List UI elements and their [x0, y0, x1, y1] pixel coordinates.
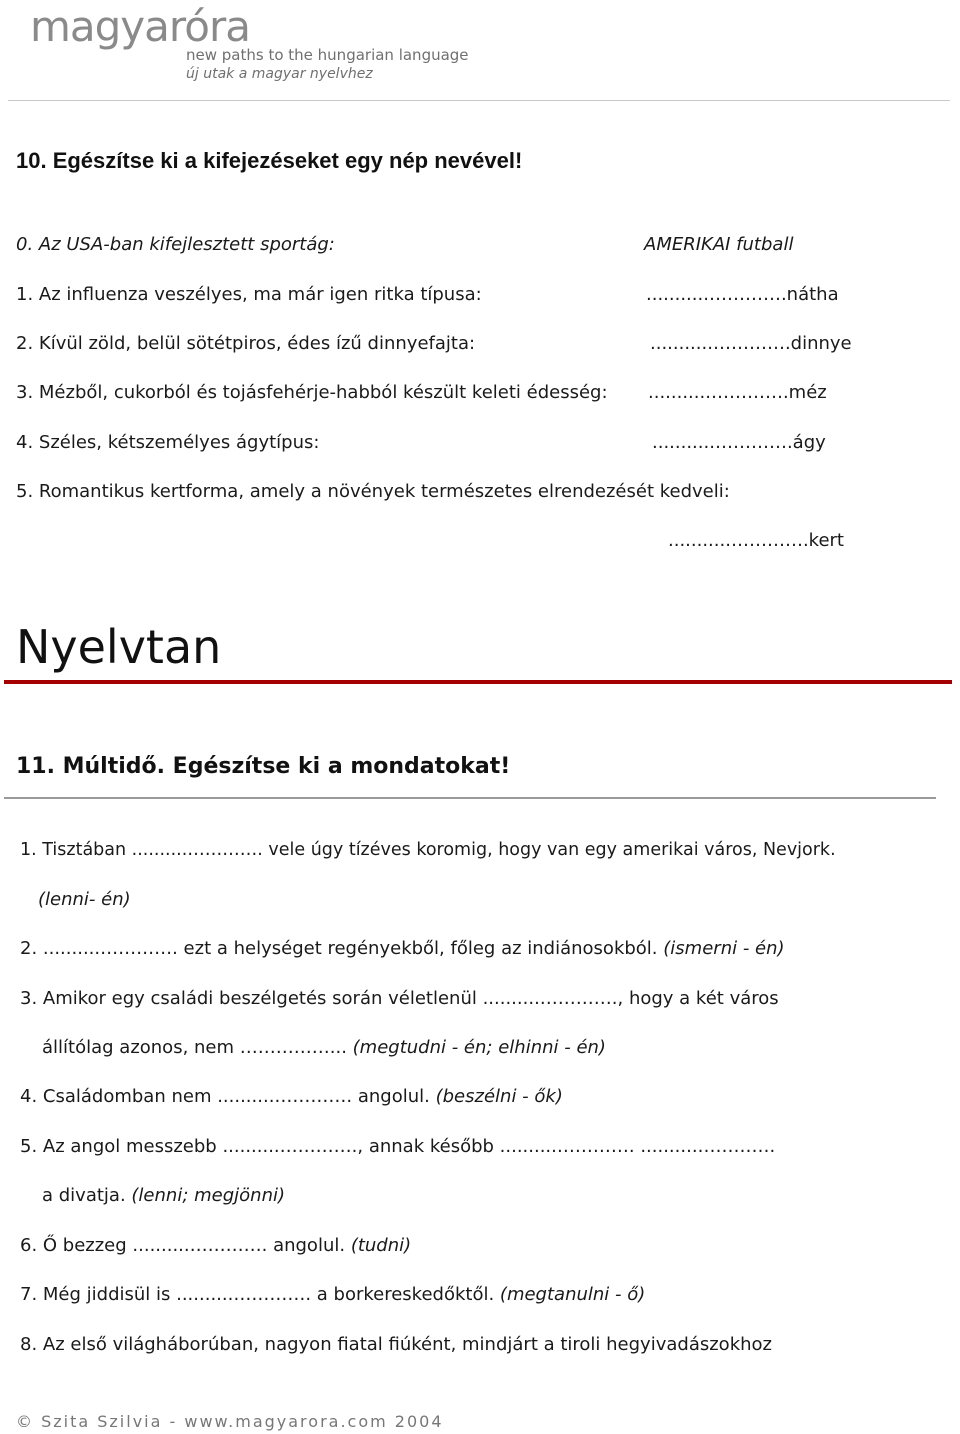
line-hint: (megtudni - én; elhinni - én): [352, 1037, 606, 1058]
line-text: 7. Még jiddisül is ..........…………. a borkereskedőktől.: [20, 1284, 495, 1305]
exercise-11-line-8: [20, 1334, 772, 1355]
logo: magyaróra: [30, 2, 250, 51]
line-text: 5. Az angol messzebb ..........…………., annak később ..........…………. ..........………….: [20, 1136, 776, 1157]
exercise-10-item-0-prompt: 0. Az USA-ban kifejlesztett sportág:: [16, 234, 335, 255]
exercise-10-item-3-answer: ...........………….méz: [648, 382, 827, 403]
exercise-11-line-5b: [42, 1185, 285, 1206]
exercise-10-item-2-prompt: 2. Kívül zöld, belül sötétpiros, édes ízű dinnyefajta:: [16, 333, 476, 354]
exercise-11-line-1-hint: (lenni- én): [38, 889, 131, 910]
exercise-10-item-2-answer: ...........………….dinnye: [650, 333, 852, 354]
exercise-11-divider: [4, 797, 936, 799]
line-text: 6. Ő bezzeg ..........…………. angolul.: [20, 1235, 346, 1256]
section-divider: [4, 680, 952, 684]
exercise-10-item-1-prompt: 1. Az influenza veszélyes, ma már igen ritka típusa:: [16, 284, 482, 305]
line-text: állítólag azonos, nem ……………...: [42, 1037, 353, 1058]
exercise-11-line-7: [20, 1284, 645, 1305]
logo-tagline-en: new paths to the hungarian language: [186, 46, 469, 64]
line-hint: (beszélni - ők): [435, 1086, 563, 1107]
exercise-11-line-3b: [42, 1037, 606, 1058]
footer-copyright: © Szita Szilvia - www.magyarora.com 2004: [16, 1412, 444, 1431]
exercise-10-heading: 10. Egészítse ki a kifejezéseket egy nép nevével!: [16, 148, 523, 173]
exercise-10-item-4-answer: ...........………….ágy: [652, 432, 826, 453]
line-hint: (megtanulni - ő): [499, 1284, 646, 1305]
exercise-11-line-4: [20, 1086, 563, 1107]
line-hint: (lenni; megjönni): [131, 1185, 285, 1206]
exercise-11-heading: 11. Múltidő. Egészítse ki a mondatokat!: [16, 754, 511, 779]
exercise-11-line-5: [20, 1136, 775, 1157]
exercise-10-item-5-prompt: 5. Romantikus kertforma, amely a növények természetes elrendezését kedveli:: [16, 481, 730, 502]
line-text: 8. Az első világháborúban, nagyon fiatal fiúként, mindjárt a tiroli hegyivadászokhoz: [20, 1334, 772, 1355]
exercise-10-item-1-answer: ...........………….nátha: [646, 284, 839, 305]
line-text: 2. ..........…………. ezt a helységet regényekből, főleg az indiánosokból.: [20, 938, 658, 959]
line-text: a divatja.: [42, 1185, 126, 1206]
line-hint: (tudni): [350, 1235, 412, 1256]
exercise-10-item-0-answer: AMERIKAI futball: [644, 234, 794, 255]
line-text: 4. Családomban nem ..........…………. angolul.: [20, 1086, 430, 1107]
exercise-10-item-5-answer: ...........………….kert: [668, 530, 844, 551]
exercise-11-line-6: [20, 1235, 411, 1256]
exercise-11-line-1: [20, 840, 836, 860]
line-text: 3. Amikor egy családi beszélgetés során véletlenül ..........…………., hogy a két város: [20, 988, 779, 1009]
exercise-11-line-3: [20, 988, 779, 1009]
line-hint: (ismerni - én): [663, 938, 785, 959]
header-divider: [8, 100, 950, 101]
line-text: 1. Tisztában ..........…………. vele úgy tízéves koromig, hogy van egy amerikai város, Nevjork.: [20, 840, 836, 860]
exercise-10-item-3-prompt: 3. Mézből, cukorból és tojásfehérje-habból készült keleti édesség:: [16, 382, 608, 403]
exercise-10-item-4-prompt: 4. Széles, kétszemélyes ágytípus:: [16, 432, 320, 453]
section-title: Nyelvtan: [16, 620, 222, 674]
logo-tagline-hu: új utak a magyar nyelvhez: [186, 66, 373, 82]
exercise-11-line-2: [20, 938, 785, 959]
